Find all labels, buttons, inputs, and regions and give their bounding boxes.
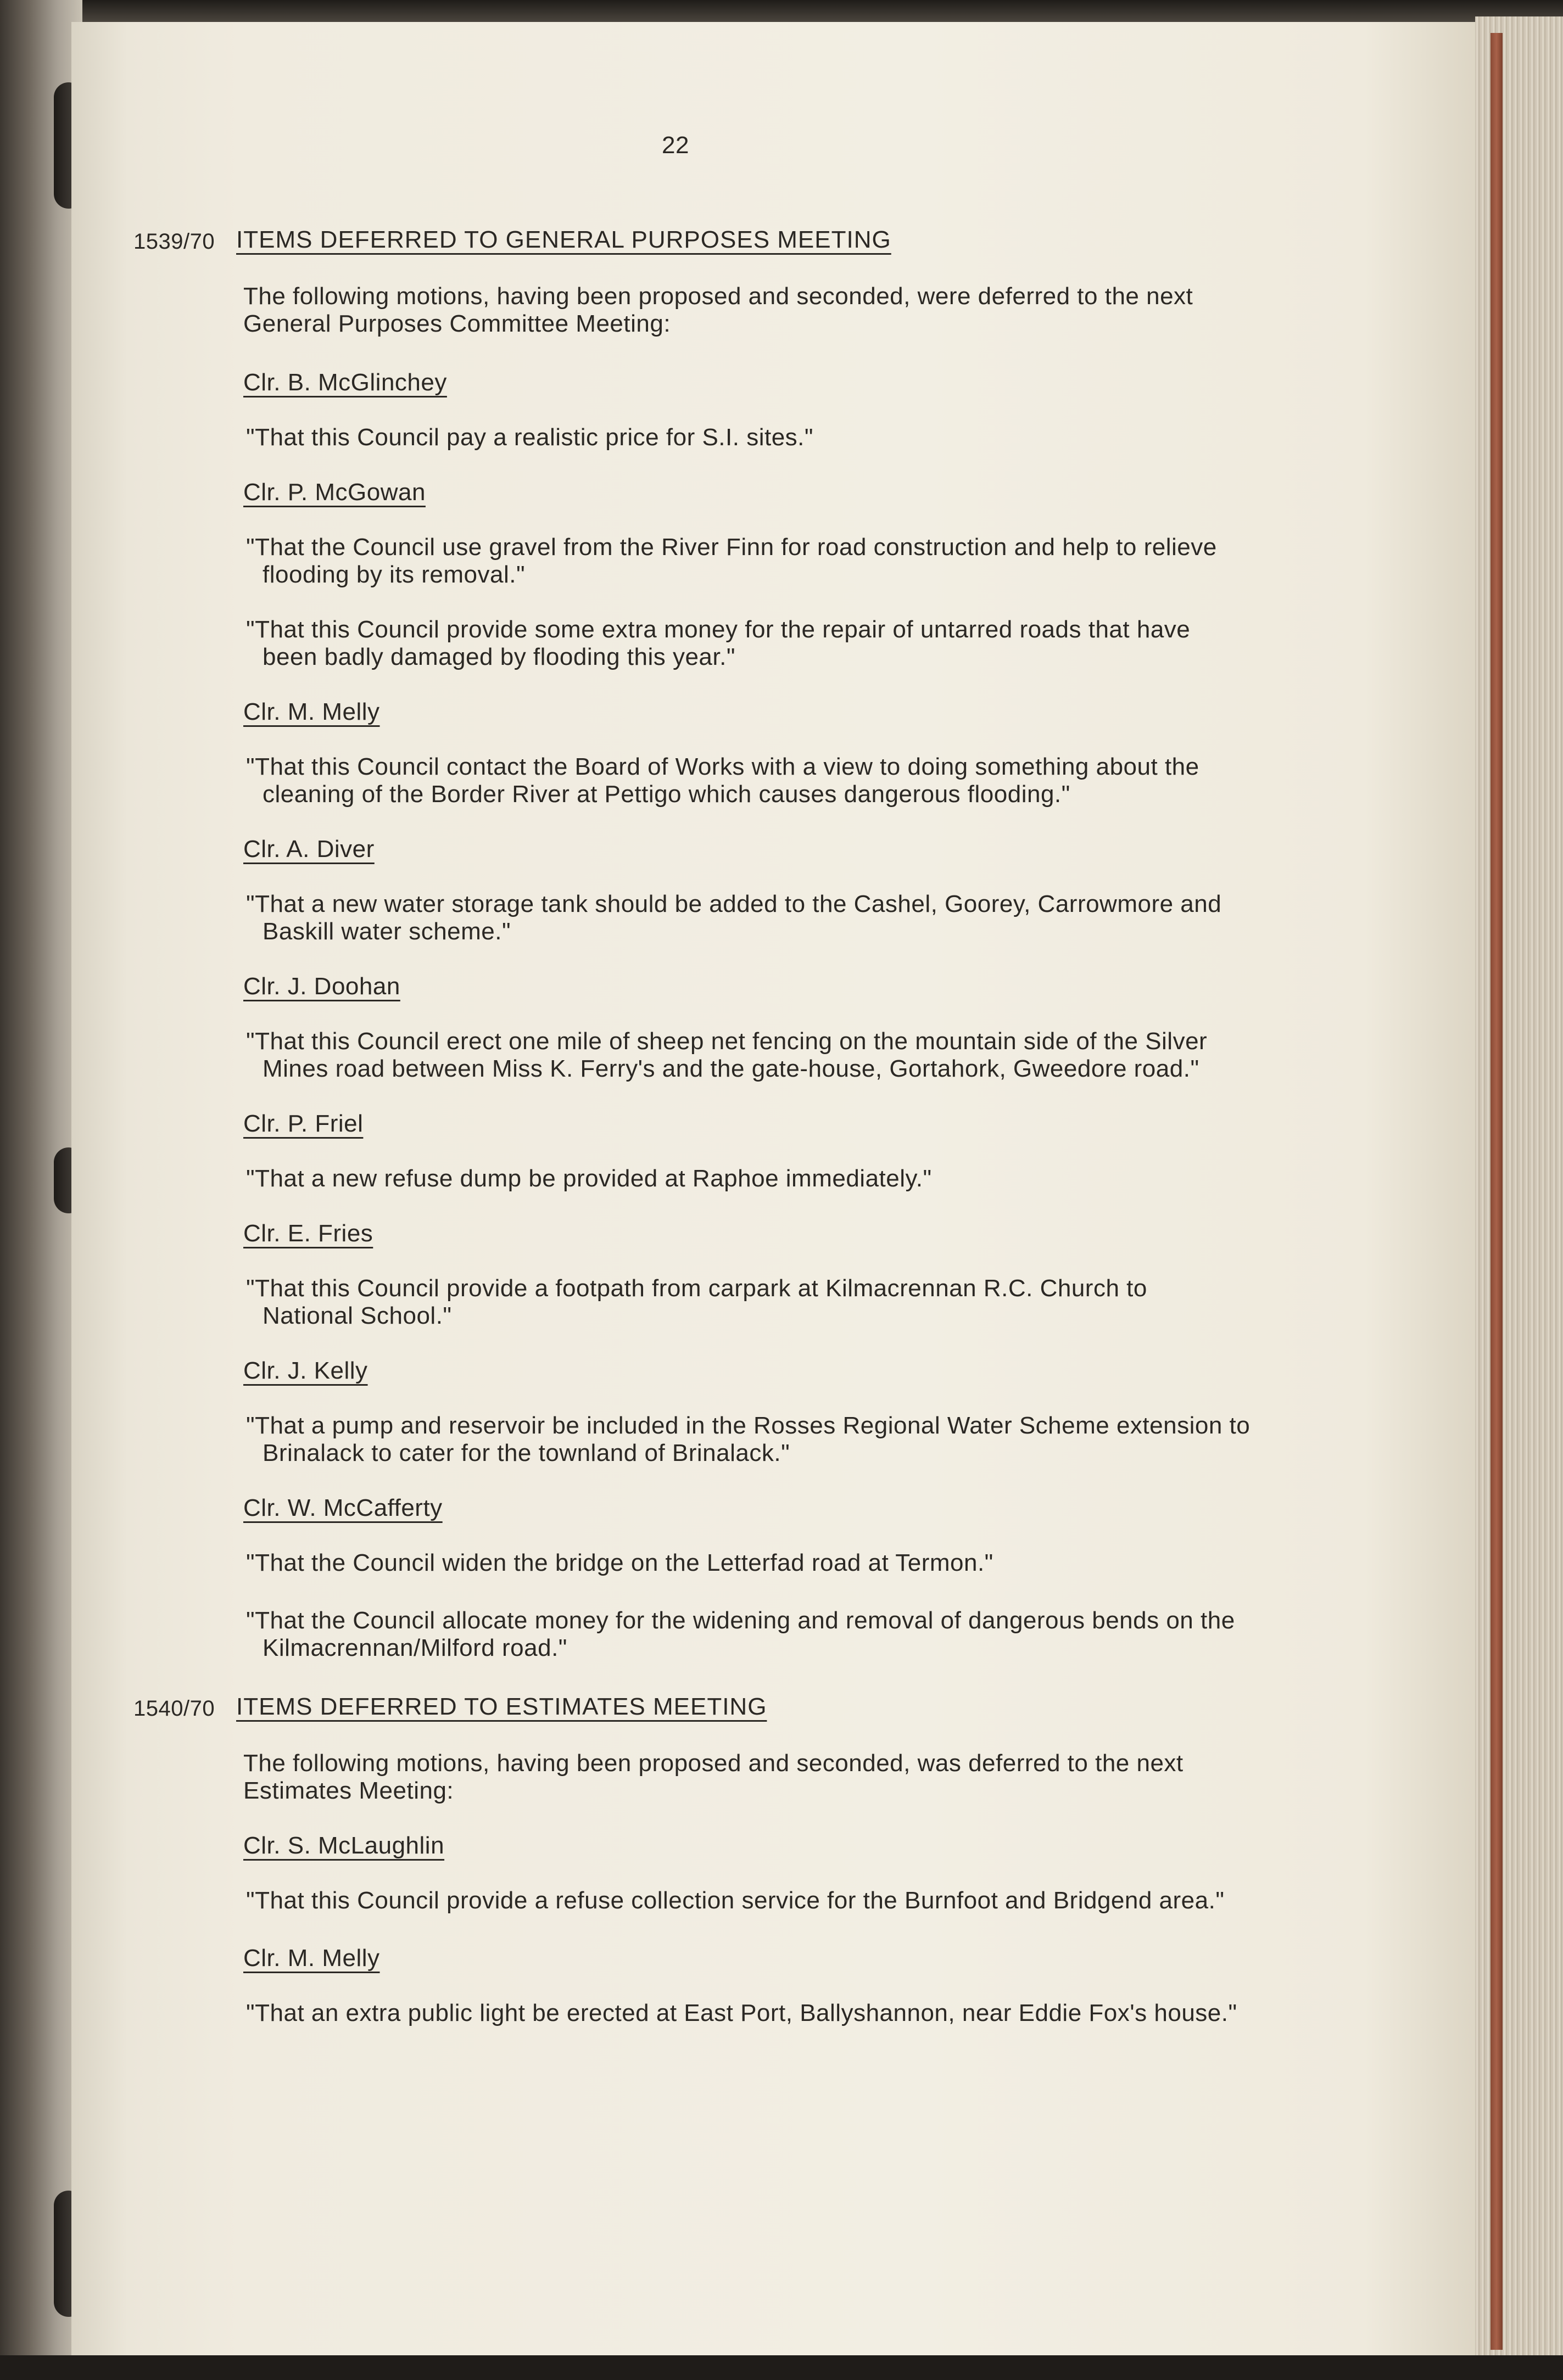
councillor-name: Clr. J. Kelly [243, 1357, 368, 1384]
scan-bottom-edge [0, 2355, 1563, 2380]
motion-text: "That an extra public light be erected at East Port, Ballyshannon, near Eddie Fox's house." [246, 2000, 1237, 2026]
section-heading: ITEMS DEFERRED TO GENERAL PURPOSES MEETING [236, 226, 891, 253]
motion-text: Kilmacrennan/Milford road." [263, 1634, 567, 1661]
motion-text: "That this Council provide some extra money for the repair of untarred roads that have [246, 616, 1191, 643]
motion-text: "That a new water storage tank should be added to the Cashel, Goorey, Carrowmore and [246, 891, 1222, 917]
scan-top-edge [0, 0, 1563, 22]
councillor-name: Clr. M. Melly [243, 698, 380, 725]
councillor-name: Clr. P. Friel [243, 1110, 364, 1137]
motion-text: been badly damaged by flooding this year." [263, 643, 735, 670]
motion-text: Brinalack to cater for the townland of Brinalack." [263, 1440, 790, 1466]
motion-text: "That this Council erect one mile of sheep net fencing on the mountain side of the Silver [246, 1028, 1208, 1055]
motion-text: "That a new refuse dump be provided at Raphoe immediately." [246, 1165, 932, 1192]
motion-text: "That this Council provide a footpath from carpark at Kilmacrennan R.C. Church to [246, 1275, 1147, 1302]
page-edge-binding [1491, 33, 1503, 2350]
motion-text: flooding by its removal." [263, 561, 526, 588]
councillor-name: Clr. S. McLaughlin [243, 1832, 445, 1859]
councillor-name: Clr. W. McCafferty [243, 1494, 443, 1521]
motion-text: "That the Council widen the bridge on the Letterfad road at Termon." [246, 1549, 993, 1576]
motion-text: "That the Council allocate money for the widening and removal of dangerous bends on the [246, 1607, 1235, 1634]
councillor-name: Clr. B. McGlinchey [243, 369, 447, 396]
motion-text: Baskill water scheme." [263, 918, 511, 945]
section-intro-line: The following motions, having been proposed and seconded, were deferred to the next [243, 283, 1193, 310]
page-edges [1475, 16, 1563, 2366]
item-number: 1540/70 [133, 1696, 215, 1721]
motion-text: "That this Council contact the Board of Works with a view to doing something about the [246, 753, 1199, 780]
councillor-name: Clr. J. Doohan [243, 973, 400, 1000]
motion-text: "That the Council use gravel from the River Finn for road construction and help to relieve [246, 534, 1217, 561]
motion-text: National School." [263, 1302, 452, 1329]
motion-text: Mines road between Miss K. Ferry's and the gate-house, Gortahork, Gweedore road." [263, 1055, 1199, 1082]
motion-text: "That this Council pay a realistic price for S.I. sites." [246, 424, 814, 451]
section-heading: ITEMS DEFERRED TO ESTIMATES MEETING [236, 1693, 767, 1720]
item-number: 1539/70 [133, 229, 215, 254]
councillor-name: Clr. A. Diver [243, 836, 375, 863]
page-number: 22 [662, 132, 689, 159]
motion-text: cleaning of the Border River at Pettigo which causes dangerous flooding." [263, 781, 1070, 808]
councillor-name: Clr. P. McGowan [243, 479, 426, 506]
section-intro-line: General Purposes Committee Meeting: [243, 310, 671, 337]
section-intro-line: The following motions, having been proposed and seconded, was deferred to the next [243, 1750, 1184, 1777]
motion-text: "That a pump and reservoir be included in the Rosses Regional Water Scheme extension to [246, 1412, 1251, 1439]
motion-text: "That this Council provide a refuse collection service for the Burnfoot and Bridgend area." [246, 1887, 1225, 1914]
councillor-name: Clr. E. Fries [243, 1220, 373, 1247]
councillor-name: Clr. M. Melly [243, 1945, 380, 1972]
section-intro-line: Estimates Meeting: [243, 1777, 454, 1804]
